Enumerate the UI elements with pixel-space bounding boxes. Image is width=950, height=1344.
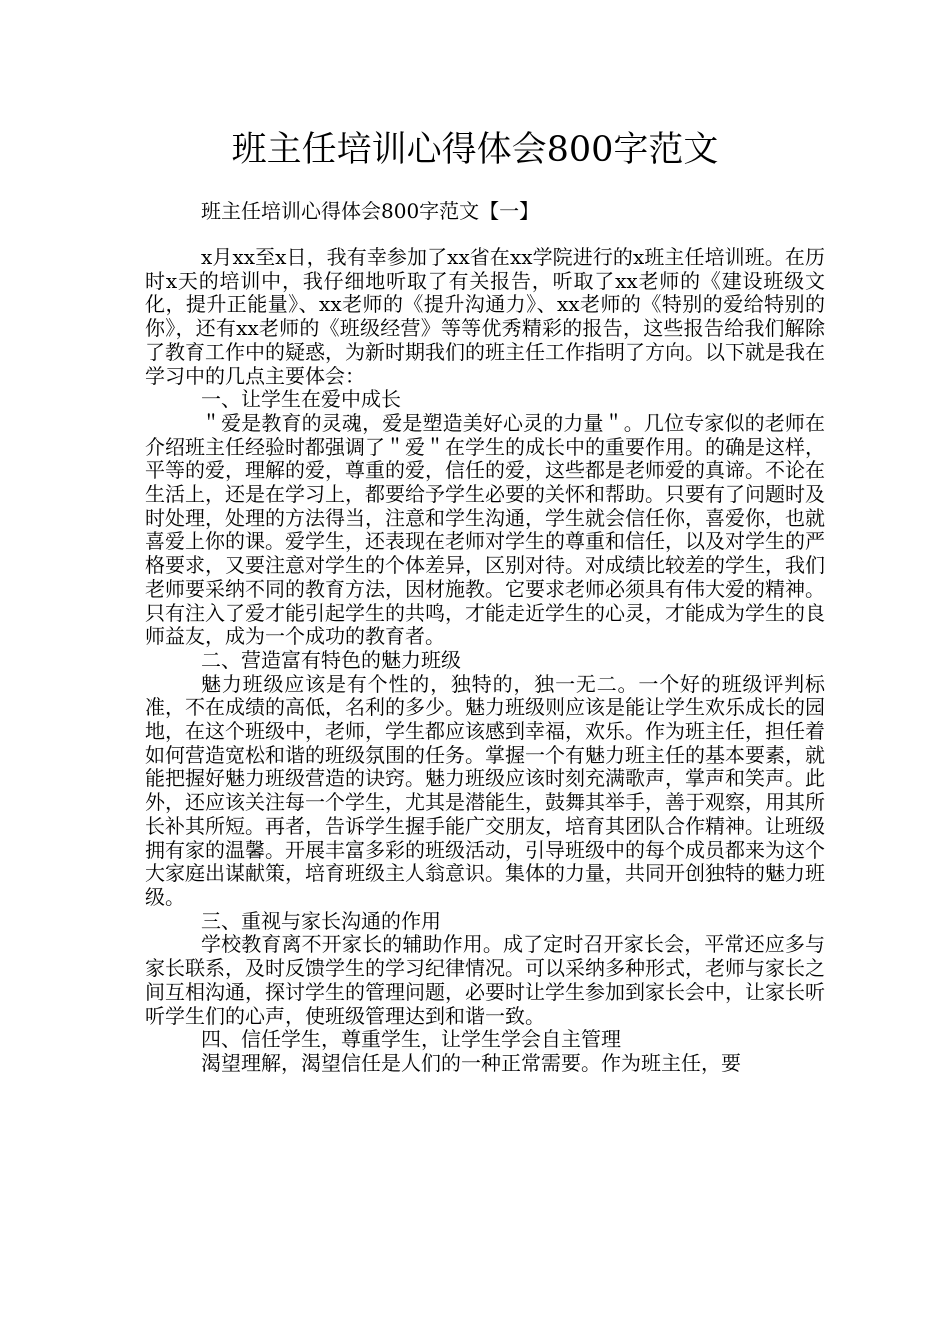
document-subtitle: 班主任培训心得体会800字范文【一】	[201, 199, 540, 223]
section-heading-3: 三、重视与家长沟通的作用	[201, 908, 441, 933]
document-title: 班主任培训心得体会800字范文	[231, 130, 719, 170]
paragraph-intro: x月xx至x日，我有幸参加了xx省在xx学院进行的x班主任培训班。在历时x天的培训中，我仔细地听取了有关报告，听取了xx老师的《建设班级文化，提升正能量》、xx老师的《提升沟通力》、xx老师的《特别的爱给特别的你》，还有xx老师的《班级经营》等等优秀精彩的报告，这些报告给我们解除了教育工作中的疑惑，为新时期我们的班主任工作指明了方向。以下就是我在学习中的几点主要体会：	[145, 245, 825, 388]
section-heading-2: 二、营造富有特色的魅力班级	[201, 647, 461, 672]
paragraph-2: 魅力班级应该是有个性的，独特的，独一无二。一个好的班级评判标准，不在成绩的高低，名利的多少。魅力班级则应该是能让学生欢乐成长的园地，在这个班级中，老师，学生都应该感到幸福，欢乐。作为班主任，担任着如何营造宽松和谐的班级氛围的任务。掌握一个有魅力班主任的基本要素，就能把握好魅力班级营造的诀窍。魅力班级应该时刻充满歌声，掌声和笑声。此外，还应该关注每一个学生，尤其是潜能生，鼓舞其举手，善于观察，用其所长补其所短。再者，告诉学生握手能广交朋友，培育其团队合作精神。让班级拥有家的温馨。开展丰富多彩的班级活动，引导班级中的每个成员都来为这个大家庭出谋献策，培育班级主人翁意识。集体的力量，共同开创独特的魅力班级。	[145, 671, 825, 909]
paragraph-3: 学校教育离不开家长的辅助作用。成了定时召开家长会，平常还应多与家长联系，及时反馈学生的学习纪律情况。可以采纳多种形式，老师与家长之间互相沟通，探讨学生的管理问题，必要时让学生参加到家长会中，让家长听听学生们的心声，使班级管理达到和谐一致。	[145, 932, 825, 1028]
paragraph-4: 渴望理解，渴望信任是人们的一种正常需要。作为班主任，要	[201, 1050, 741, 1075]
document-body	[145, 246, 825, 1076]
section-heading-1: 一、让学生在爱中成长	[201, 387, 401, 412]
paragraph-1: ＂爱是教育的灵魂，爱是塑造美好心灵的力量＂。几位专家似的老师在介绍班主任经验时都强调了＂爱＂在学生的成长中的重要作用。的确是这样，平等的爱，理解的爱，尊重的爱，信任的爱，这些都是老师爱的真谛。不论在生活上，还是在学习上，都要给予学生必要的关怀和帮助。只要有了问题时及时处理，处理的方法得当，注意和学生沟通，学生就会信任你，喜爱你，也就喜爱上你的课。爱学生，还表现在老师对学生的尊重和信任，以及对学生的严格要求，又要注意对学生的个体差异，区别对待。对成绩比较差的学生，我们老师要采纳不同的教育方法，因材施教。它要求老师必须具有伟大爱的精神。只有注入了爱才能引起学生的共鸣，才能走近学生的心灵，才能成为学生的良师益友，成为一个成功的教育者。	[145, 410, 825, 649]
section-heading-4: 四、信任学生，尊重学生，让学生学会自主管理	[201, 1027, 621, 1052]
